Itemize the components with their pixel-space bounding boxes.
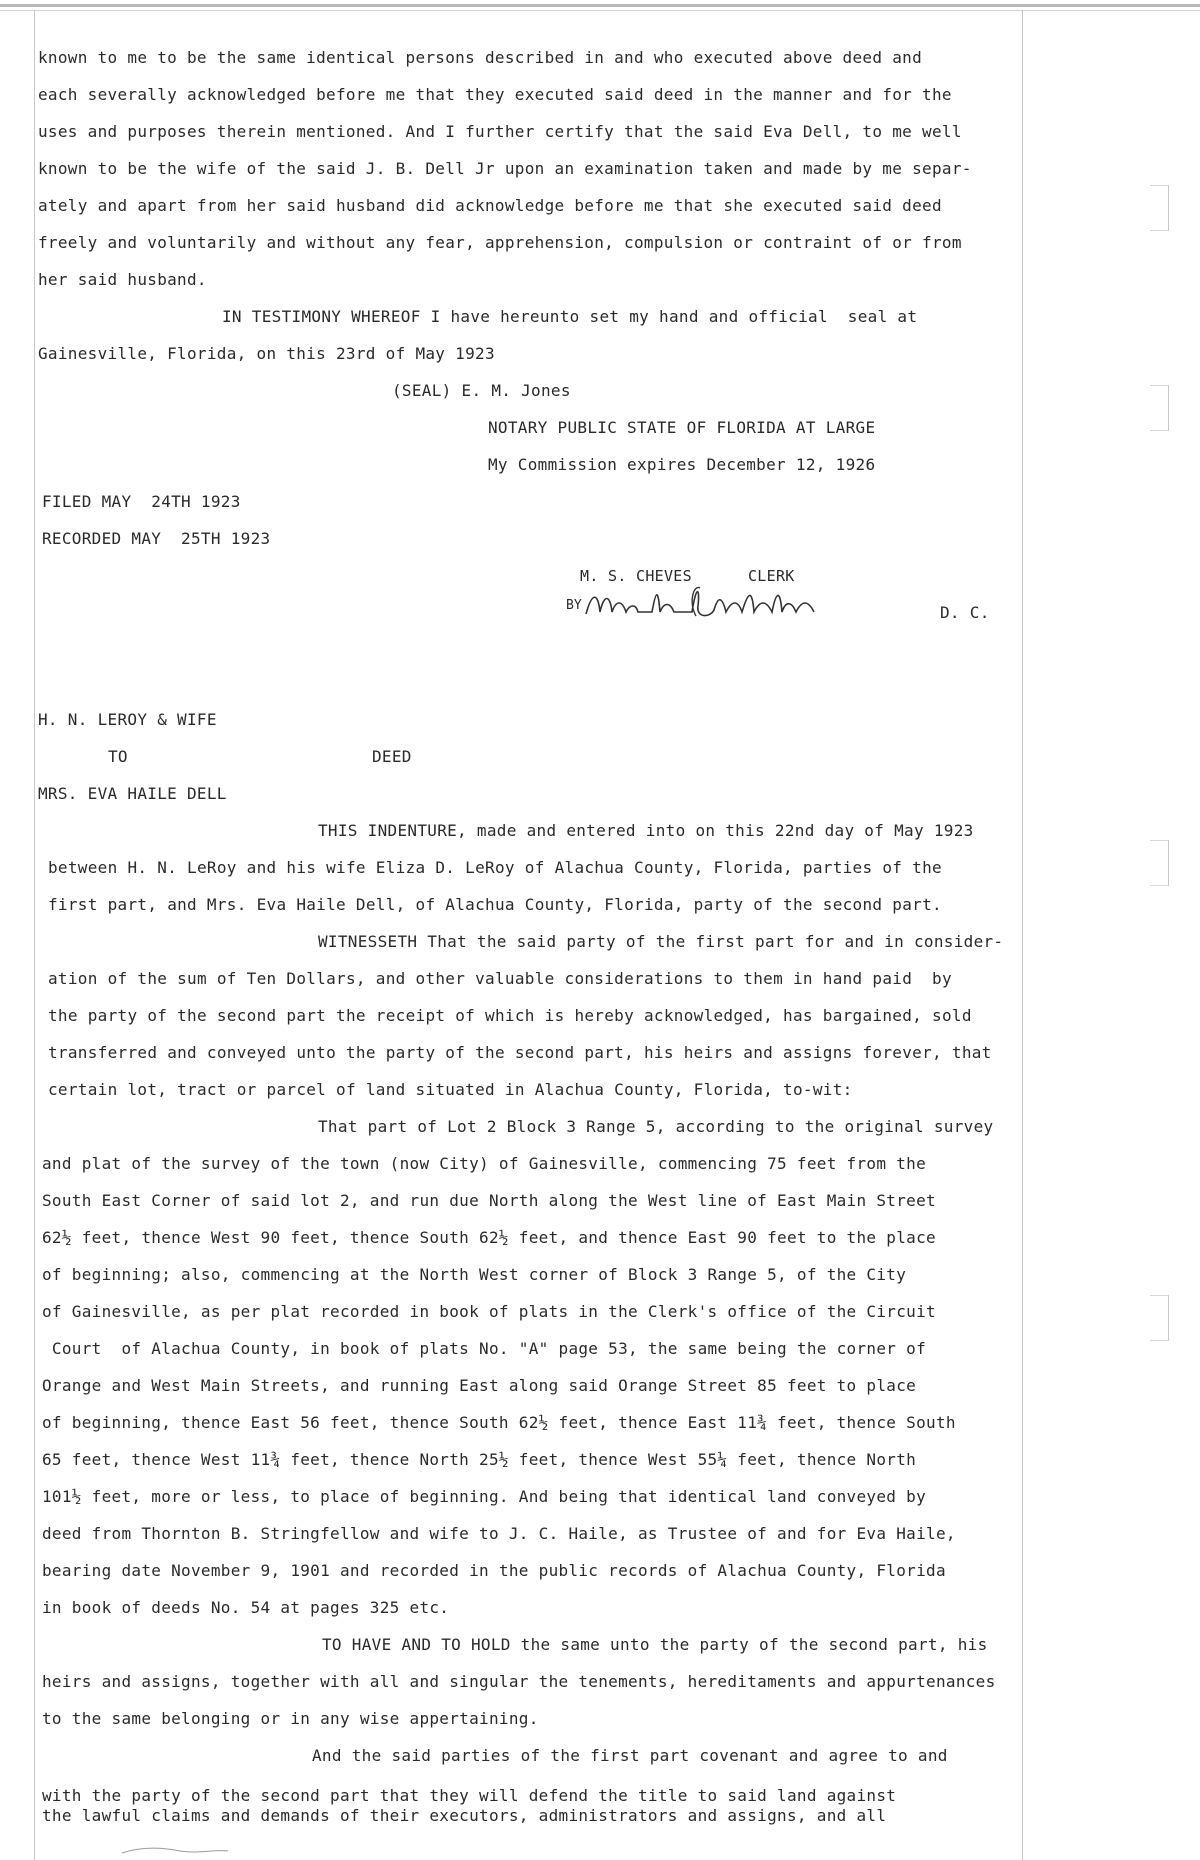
text-line: first part, and Mrs. Eva Haile Dell, of Alachua County, Florida, party of the second part.: [48, 895, 942, 914]
text-line: the party of the second part the receipt of which is hereby acknowledged, has bargained, sold: [48, 1006, 972, 1025]
text-line: transferred and conveyed unto the party of the second part, his heirs and assigns forever, that: [48, 1043, 992, 1062]
grantor-heading: H. N. LEROY & WIFE: [38, 710, 217, 729]
text-line: each severally acknowledged before me that they executed said deed in the manner and for the: [38, 85, 952, 104]
grantee-heading: MRS. EVA HAILE DELL: [38, 784, 227, 803]
text-line: of beginning; also, commencing at the North West corner of Block 3 Range 5, of the City: [42, 1265, 907, 1284]
binding-mark: [1150, 1295, 1169, 1341]
text-line: 101½ feet, more or less, to place of beginning. And being that identical land conveyed by: [42, 1487, 927, 1506]
notary-name: (SEAL) E. M. Jones: [392, 381, 571, 400]
to-heading: TO: [108, 747, 128, 766]
text-line: 62½ feet, thence West 90 feet, thence South 62½ feet, and thence East 90 feet to the place: [42, 1228, 936, 1247]
binding-mark: [1150, 840, 1169, 886]
text-line: of Gainesville, as per plat recorded in book of plats in the Clerk's office of the Circuit: [42, 1302, 936, 1321]
recorded-stamp: RECORDED MAY 25TH 1923: [42, 529, 271, 548]
text-line: Gainesville, Florida, on this 23rd of May 1923: [38, 344, 495, 363]
text-line: Court of Alachua County, in book of plats No. "A" page 53, the same being the corner of: [42, 1339, 927, 1358]
text-line: WITNESSETH That the said party of the first part for and in consider-: [318, 932, 1004, 951]
top-border-thin: [0, 10, 1200, 11]
text-line: certain lot, tract or parcel of land situated in Alachua County, Florida, to-wit:: [48, 1080, 853, 1099]
text-line: to the same belonging or in any wise appertaining.: [42, 1709, 539, 1728]
text-line: ately and apart from her said husband did acknowledge before me that she executed said deed: [38, 196, 942, 215]
text-line: bearing date November 9, 1901 and recorded in the public records of Alachua County, Florida: [42, 1561, 946, 1580]
text-line: known to me to be the same identical persons described in and who executed above deed and: [38, 48, 923, 67]
deputy-clerk: D. C.: [940, 603, 990, 622]
clerk-name: M. S. CHEVES CLERK: [580, 567, 795, 585]
text-line: freely and voluntarily and without any fear, apprehension, compulsion or contraint of or from: [38, 233, 962, 252]
text-line: her said husband.: [38, 270, 207, 289]
right-margin-rule: [1022, 10, 1023, 1860]
text-line: known to be the wife of the said J. B. Dell Jr upon an examination taken and made by me separ-: [38, 159, 972, 178]
text-line: and plat of the survey of the town (now City) of Gainesville, commencing 75 feet from the: [42, 1154, 927, 1173]
by-label: BY: [566, 598, 582, 613]
text-line: in book of deeds No. 54 at pages 325 etc.: [42, 1598, 450, 1617]
text-line: heirs and assigns, together with all and singular the tenements, hereditaments and appurtenances: [42, 1672, 996, 1691]
notary-title: NOTARY PUBLIC STATE OF FLORIDA AT LARGE: [488, 418, 876, 437]
commission-expiry: My Commission expires December 12, 1926: [488, 455, 876, 474]
binding-mark: [1150, 385, 1169, 431]
text-line: 65 feet, thence West 11¾ feet, thence North 25½ feet, thence West 55¼ feet, thence North: [42, 1450, 917, 1469]
text-line: South East Corner of said lot 2, and run due North along the West line of East Main Street: [42, 1191, 936, 1210]
text-line: of beginning, thence East 56 feet, thence South 62½ feet, thence East 11¾ feet, thence South: [42, 1413, 956, 1432]
text-line: TO HAVE AND TO HOLD the same unto the party of the second part, his: [322, 1635, 988, 1654]
text-line: with the party of the second part that they will defend the title to said land against: [42, 1786, 897, 1805]
filed-stamp: FILED MAY 24TH 1923: [42, 492, 241, 511]
text-line: And the said parties of the first part covenant and agree to and: [312, 1746, 948, 1765]
text-line: THIS INDENTURE, made and entered into on this 22nd day of May 1923: [318, 821, 974, 840]
binding-mark: [1150, 185, 1169, 231]
left-margin-rule: [34, 10, 35, 1860]
top-border: [0, 4, 1200, 7]
text-line: deed from Thornton B. Stringfellow and wife to J. C. Haile, as Trustee of and for Eva Haile,: [42, 1524, 956, 1543]
text-line: between H. N. LeRoy and his wife Eliza D. LeRoy of Alachua County, Florida, parties of the: [48, 858, 942, 877]
ink-mark: [120, 1845, 230, 1855]
signature-image: [582, 582, 842, 622]
text-line: Orange and West Main Streets, and running East along said Orange Street 85 feet to place: [42, 1376, 917, 1395]
text-line: ation of the sum of Ten Dollars, and other valuable considerations to them in hand paid by: [48, 969, 952, 988]
text-line: That part of Lot 2 Block 3 Range 5, according to the original survey: [318, 1117, 994, 1136]
text-line: the lawful claims and demands of their executors, administrators and assigns, and all: [42, 1806, 887, 1825]
text-line: uses and purposes therein mentioned. And I further certify that the said Eva Dell, to me well: [38, 122, 962, 141]
text-line: IN TESTIMONY WHEREOF I have hereunto set my hand and official seal at: [222, 307, 918, 326]
deed-heading: DEED: [372, 747, 412, 766]
